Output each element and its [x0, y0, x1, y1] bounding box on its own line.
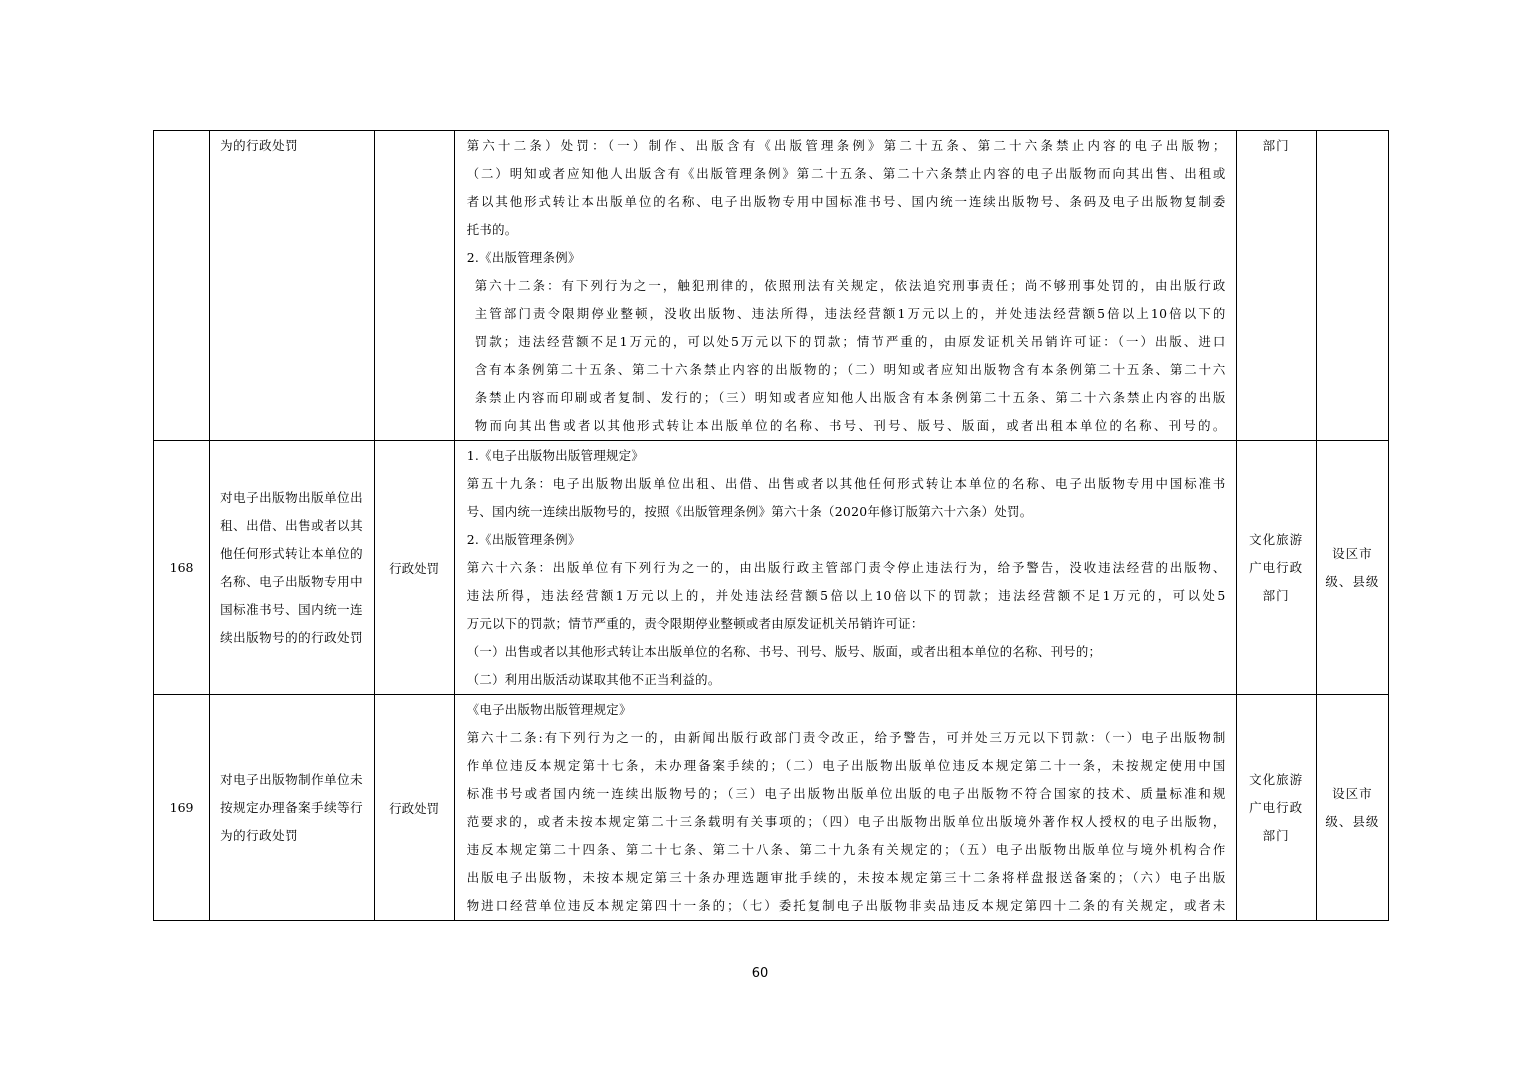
- basis-line: 罚款；违法经营额不足1万元的，可以处5万元以下的罚款；情节严重的，由原发证机关吊销许可证：（一）出版、进口: [474, 334, 1226, 349]
- row-number: 168: [154, 441, 210, 695]
- basis-line: 违法所得，违法经营额1万元以上的，并处违法经营额5倍以上10倍以下的罚款；违法经营额不足1万元的，可以处5: [466, 587, 1226, 603]
- level-cell: [1316, 695, 1388, 921]
- basis-line: 第六十二条）处罚：（一）制作、出版含有《出版管理条例》第二十五条、第二十六条禁止内容的电子出版物；: [466, 138, 1226, 153]
- basis-line: 者以其他形式转让本出版单位的名称、电子出版物专用中国标准书号、国内统一连续出版物号、条码及电子出版物复制委: [466, 194, 1226, 209]
- legal-basis-cell: [454, 131, 1236, 441]
- row-number: [154, 131, 210, 441]
- basis-line: 物进口经营单位违反本规定第四十一条的；（七）委托复制电子出版物非卖品违反本规定第四十二条的有关规定，或者未: [466, 897, 1226, 913]
- basis-line: 条禁止内容而印刷或者复制、发行的；（三）明知或者应知他人出版含有本条例第二十五条、第二十六条禁止内容的出版: [474, 390, 1226, 405]
- table-row: [154, 695, 1389, 921]
- level-cell: [1316, 131, 1388, 441]
- basis-line: 2.《出版管理条例》: [466, 250, 581, 265]
- basis-line: 含有本条例第二十五条、第二十六条禁止内容的出版物的；（二）明知或者应知出版物含有本条例第二十五条、第二十六: [474, 362, 1226, 377]
- basis-line: 作单位违反本规定第十七条，未办理备案手续的；（二）电子出版物出版单位违反本规定第二十一条，未按规定使用中国: [466, 757, 1226, 773]
- basis-line: 号、国内统一连续出版物号的，按照《出版管理条例》第六十条（2020年修订版第六十六条）处罚。: [466, 503, 1033, 519]
- level-cell: [1316, 441, 1388, 695]
- basis-line: 第六十二条:有下列行为之一的，由新闻出版行政部门责令改正，给予警告，可并处三万元以下罚款：（一）电子出版物制: [466, 729, 1226, 745]
- basis-line: 违反本规定第二十四条、第二十七条、第二十八条、第二十九条有关规定的；（五）电子出版物出版单位与境外机构合作: [466, 841, 1226, 857]
- penalty-type: 行政处罚: [374, 441, 454, 695]
- department: 部门: [1262, 138, 1290, 153]
- department-cell: [1236, 131, 1316, 441]
- basis-line: 1.《电子出版物出版管理规定》: [466, 447, 645, 463]
- legal-basis-cell: [454, 441, 1236, 695]
- department-cell: [1236, 695, 1316, 921]
- admin-level: 设区市级、县级: [1325, 545, 1380, 589]
- table-row: [154, 131, 1389, 441]
- row-number: 169: [154, 695, 210, 921]
- basis-line: （二）明知或者应知他人出版含有《出版管理条例》第二十五条、第二十六条禁止内容的电子出版物而向其出售、出租或: [466, 166, 1226, 181]
- basis-line: 托书的。: [466, 222, 518, 237]
- table-row: [154, 441, 1389, 695]
- basis-line: 第五十九条：电子出版物出版单位出租、出借、出售或者以其他任何形式转让本单位的名称、电子出版物专用中国标准书: [466, 475, 1226, 491]
- basis-line: 物而向其出售或者以其他形式转让本出版单位的名称、书号、刊号、版号、版面，或者出租本单位的名称、刊号的。: [474, 418, 1226, 433]
- item-name: 对电子出版物出版单位出租、出借、出售或者以其他任何形式转让本单位的名称、电子出版物专用中国标准书号、国内统一连续出版物号的的行政处罚: [220, 489, 364, 645]
- penalty-type: [374, 131, 454, 441]
- department: 文化旅游广电行政部门: [1249, 531, 1304, 603]
- basis-line: 主管部门责令限期停业整顿，没收出版物、违法所得，违法经营额1万元以上的，并处违法经营额5倍以上10倍以下的: [474, 306, 1226, 321]
- penalty-type: 行政处罚: [374, 695, 454, 921]
- penalty-table: [153, 130, 1389, 921]
- basis-line: 标准书号或者国内统一连续出版物号的；（三）电子出版物出版单位出版的电子出版物不符合国家的技术、质量标准和规: [466, 785, 1226, 801]
- basis-line: 第六十六条：出版单位有下列行为之一的，由出版行政主管部门责令停止违法行为，给予警告，没收违法经营的出版物、: [466, 559, 1226, 575]
- basis-line: 万元以下的罚款；情节严重的，责令限期停业整顿或者由原发证机关吊销许可证：: [466, 615, 924, 631]
- admin-level: 设区市级、县级: [1325, 785, 1380, 829]
- item-name: 为的行政处罚: [220, 138, 299, 153]
- item-name-cell: [210, 131, 374, 441]
- basis-line: 范要求的，或者未按本规定第二十三条载明有关事项的；（四）电子出版物出版单位出版境外著作权人授权的电子出版物，: [466, 813, 1226, 829]
- item-name: 对电子出版物制作单位未按规定办理备案手续等行为的行政处罚: [220, 771, 364, 843]
- department: 文化旅游广电行政部门: [1249, 771, 1304, 843]
- basis-line: （一）出售或者以其他形式转让本出版单位的名称、书号、刊号、版号、版面，或者出租本单位的名称、刊号的；: [466, 643, 1102, 659]
- item-name-cell: [210, 695, 374, 921]
- department-cell: [1236, 441, 1316, 695]
- basis-line: 2.《出版管理条例》: [466, 531, 581, 547]
- legal-basis-cell: [454, 695, 1236, 921]
- page-number: 60: [751, 966, 769, 981]
- basis-line: 《电子出版物出版管理规定》: [466, 701, 632, 717]
- item-name-cell: [210, 441, 374, 695]
- basis-line: 第六十二条：有下列行为之一，触犯刑律的，依照刑法有关规定，依法追究刑事责任；尚不够刑事处罚的，由出版行政: [474, 278, 1226, 293]
- basis-line: （二）利用出版活动谋取其他不正当利益的。: [466, 671, 721, 687]
- basis-line: 出版电子出版物，未按本规定第三十条办理选题审批手续的，未按本规定第三十二条将样盘报送备案的；（六）电子出版: [466, 869, 1226, 885]
